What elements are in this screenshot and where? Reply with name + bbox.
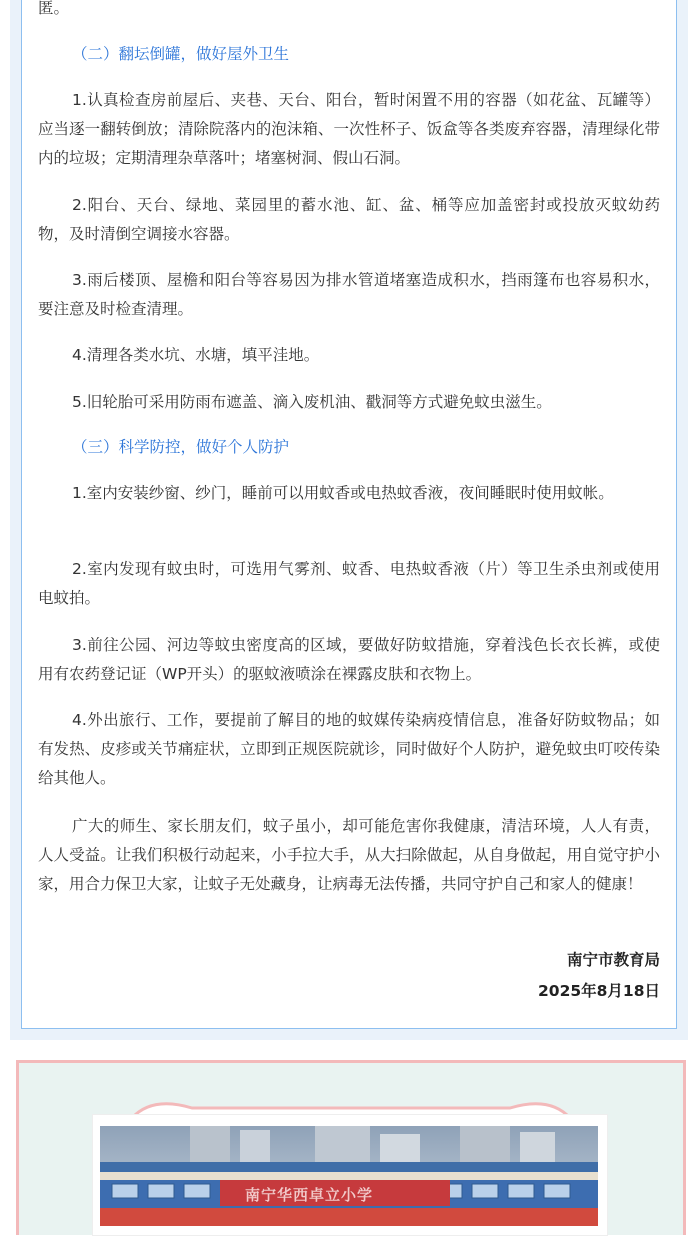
section2-item-1: 1.认真检查房前屋后、夹巷、天台、阳台，暂时闲置不用的容器（如花盆、瓦罐等）应当逐一翻转倒放；清除院落内的泡沫箱、一次性杯子、饭盒等各类废弃容器，清理绿化带内的垃圾；定期清理杂草落叶；堵塞树洞、假山石洞。: [38, 91, 660, 167]
signature-org: 南宁市教育局: [566, 951, 660, 969]
section2-item-2: 2.阳台、天台、绿地、菜园里的蓄水池、缸、盆、桶等应加盖密封或投放灭蚊幼药物，及时清倒空调接水容器。: [38, 196, 660, 243]
school-name-sign: 南宁华西卓立小学: [245, 1186, 374, 1204]
section2-item-3: 3.雨后楼顶、屋檐和阳台等容易因为排水管道堵塞造成积水，挡雨篷布也容易积水，要注意及时检查清理。: [38, 271, 660, 318]
top-fragment: 匿。: [38, 0, 70, 17]
section2-item-5: 5.旧轮胎可采用防雨布遮盖、滴入废机油、戳洞等方式避免蚊虫滋生。: [72, 393, 552, 411]
section2-heading: （二）翻坛倒罐，做好屋外卫生: [72, 45, 290, 63]
school-building-illustration: [100, 1126, 598, 1226]
closing-paragraph: 广大的师生、家长朋友们，蚊子虽小，却可能危害你我健康，清洁环境，人人有责，人人受益。让我们积极行动起来，小手拉大手，从大扫除做起，从自身做起，用自觉守护小家，用合力保卫大家，让蚊子无处藏身，让病毒无法传播，共同守护自己和家人的健康！: [38, 817, 660, 893]
section3-item-1: 1.室内安装纱窗、纱门，睡前可以用蚊香或电热蚊香液，夜间睡眠时使用蚊帐。: [72, 484, 614, 502]
section3-heading: （三）科学防控，做好个人防护: [72, 438, 290, 456]
section3-item-4: 4.外出旅行、工作，要提前了解目的地的蚊媒传染病疫情信息，准备好防蚊物品；如有发热、皮疹或关节痛症状，立即到正规医院就诊，同时做好个人防护，避免蚊虫叮咬传染给其他人。: [38, 711, 660, 787]
section2-item-4: 4.清理各类水坑、水塘，填平洼地。: [72, 346, 320, 364]
school-photo: [100, 1126, 598, 1226]
section3-item-2: 2.室内发现有蚊虫时，可选用气雾剂、蚊香、电热蚊香液（片）等卫生杀虫剂或使用电蚊拍。: [38, 560, 660, 607]
section3-item-3: 3.前往公园、河边等蚊虫密度高的区域，要做好防蚊措施，穿着浅色长衣长裤，或使用有农药登记证（WP开头）的驱蚊液喷涂在裸露皮肤和衣物上。: [38, 636, 660, 683]
signature-date: 2025年8月18日: [538, 982, 660, 1000]
